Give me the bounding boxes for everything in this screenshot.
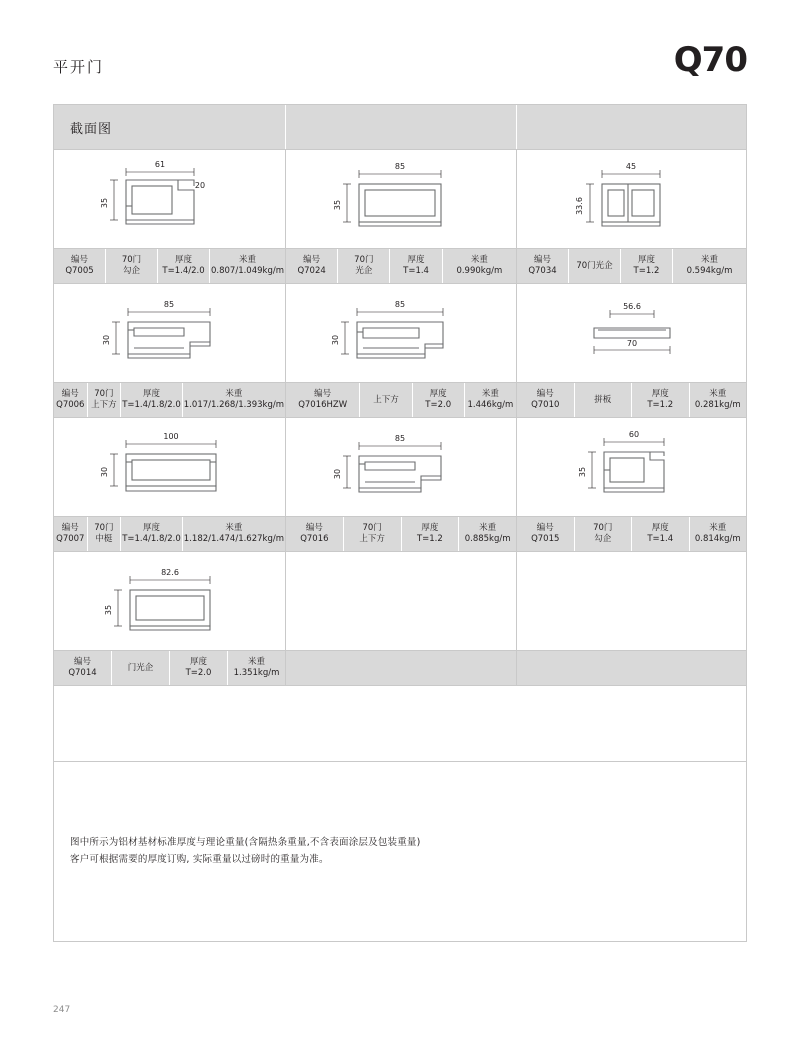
spec-thickness: 厚度 T=1.4 bbox=[632, 517, 690, 551]
spec-code: 编号 Q7007 bbox=[54, 517, 88, 551]
spec-code: 编号 Q7034 bbox=[517, 249, 569, 283]
svg-text:85: 85 bbox=[394, 300, 406, 309]
spec-weight: 米重 0.807/1.049kg/m bbox=[211, 255, 284, 276]
spec-thickness: 厚度 T=1.2 bbox=[632, 383, 690, 417]
spec-code: 编号 Q7016 bbox=[286, 517, 344, 551]
page-title: 平开门 bbox=[53, 58, 105, 76]
note-text bbox=[70, 834, 421, 868]
svg-text:85: 85 bbox=[394, 162, 406, 171]
section-title-cell-3 bbox=[517, 105, 746, 149]
note-line-2: 客户可根据需要的厚度订购, 实际重量以过磅时的重量为准。 bbox=[70, 854, 329, 866]
svg-text:85: 85 bbox=[163, 300, 174, 309]
svg-text:20: 20 bbox=[194, 181, 205, 190]
table-header-band bbox=[54, 105, 746, 150]
spec-weight: 米重 0.814kg/m bbox=[694, 523, 741, 544]
svg-text:33.6: 33.6 bbox=[574, 197, 584, 215]
spec-weight: 米重 0.594kg/m bbox=[686, 255, 733, 276]
page-number: 247 bbox=[53, 1005, 71, 1015]
page-header bbox=[0, 40, 800, 90]
spec-weight: 米重 1.351kg/m bbox=[233, 657, 280, 678]
spec-row-4 bbox=[54, 650, 746, 686]
drawing-cell-q7016hzw bbox=[286, 284, 517, 382]
drawing-row-2 bbox=[54, 284, 746, 382]
spec-code: 编号 Q7015 bbox=[517, 517, 575, 551]
note-line-1: 图中所示为铝材基材标准厚度与理论重量(含隔热条重量,不含表面涂层及包装重量) bbox=[70, 837, 421, 848]
svg-text:35: 35 bbox=[333, 199, 342, 211]
spec-group-empty-2 bbox=[517, 651, 746, 685]
drawing-cell-q7007 bbox=[54, 418, 286, 516]
spec-group-q7016 bbox=[286, 517, 517, 551]
spec-group-q7016hzw bbox=[286, 383, 517, 417]
note-block bbox=[54, 761, 746, 941]
spec-code: 编号 Q7006 bbox=[54, 383, 88, 417]
svg-text:30: 30 bbox=[333, 468, 342, 480]
svg-text:35: 35 bbox=[103, 604, 113, 616]
svg-text:30: 30 bbox=[101, 334, 111, 346]
spec-name: 拼板 bbox=[575, 383, 633, 417]
spec-group-q7015 bbox=[517, 517, 746, 551]
spec-group-q7007 bbox=[54, 517, 286, 551]
section-title-cell bbox=[54, 105, 286, 149]
svg-text:70: 70 bbox=[626, 339, 637, 348]
spec-name: 上下方 bbox=[360, 383, 412, 417]
svg-text:85: 85 bbox=[394, 434, 406, 443]
drawing-cell-q7005 bbox=[54, 150, 286, 248]
spec-weight: 米重 0.990kg/m bbox=[456, 255, 503, 276]
spec-group-q7014 bbox=[54, 651, 286, 685]
drawing-cell-q7034 bbox=[517, 150, 746, 248]
spec-thickness: 厚度 T=2.0 bbox=[413, 383, 465, 417]
svg-text:45: 45 bbox=[625, 162, 636, 171]
svg-text:35: 35 bbox=[99, 197, 109, 209]
spec-thickness: 厚度 T=1.2 bbox=[621, 249, 673, 283]
spec-name: 70门 勾企 bbox=[575, 517, 633, 551]
spec-group-q7034 bbox=[517, 249, 746, 283]
drawing-cell-empty-1 bbox=[286, 552, 517, 650]
drawing-cell-q7010 bbox=[517, 284, 746, 382]
spec-name: 70门 上下方 bbox=[344, 517, 402, 551]
spec-weight: 米重 0.281kg/m bbox=[694, 389, 741, 410]
spec-weight: 米重 1.182/1.474/1.627kg/m bbox=[183, 523, 284, 544]
drawing-cell-empty-2 bbox=[517, 552, 746, 650]
spec-weight: 米重 1.446kg/m bbox=[467, 389, 514, 410]
drawing-row-4 bbox=[54, 552, 746, 650]
svg-text:35: 35 bbox=[577, 466, 587, 478]
spec-weight: 米重 1.017/1.268/1.393kg/m bbox=[183, 389, 284, 410]
svg-text:100: 100 bbox=[162, 432, 179, 441]
drawing-cell-q7006 bbox=[54, 284, 286, 382]
spec-group-q7005 bbox=[54, 249, 286, 283]
spec-code: 编号 Q7024 bbox=[286, 249, 338, 283]
svg-text:60: 60 bbox=[628, 430, 639, 439]
profile-table bbox=[53, 104, 747, 942]
spec-group-q7024 bbox=[286, 249, 517, 283]
spec-row-2 bbox=[54, 382, 746, 418]
spec-group-empty-1 bbox=[286, 651, 517, 685]
svg-text:56.6: 56.6 bbox=[622, 302, 641, 311]
spec-name: 70门 中梃 bbox=[88, 517, 122, 551]
svg-text:30: 30 bbox=[99, 466, 109, 478]
svg-text:30: 30 bbox=[331, 334, 340, 346]
drawing-cell-q7024 bbox=[286, 150, 517, 248]
drawing-cell-q7015 bbox=[517, 418, 746, 516]
spec-weight: 米重 0.885kg/m bbox=[464, 523, 511, 544]
section-title: 截面图 bbox=[70, 121, 113, 137]
spec-code: 编号 Q7010 bbox=[517, 383, 575, 417]
drawing-cell-q7016 bbox=[286, 418, 517, 516]
svg-text:82.6: 82.6 bbox=[160, 568, 179, 577]
svg-text:61: 61 bbox=[154, 160, 165, 169]
section-title-cell-2 bbox=[286, 105, 517, 149]
spec-thickness: 厚度 T=2.0 bbox=[170, 651, 228, 685]
spec-name: 70门 上下方 bbox=[88, 383, 122, 417]
spec-code: 编号 Q7016HZW bbox=[286, 383, 360, 417]
series-code: Q70 bbox=[673, 40, 747, 80]
spec-thickness: 厚度 T=1.2 bbox=[402, 517, 460, 551]
spec-thickness: 厚度 T=1.4/1.8/2.0 bbox=[121, 383, 183, 417]
drawing-row-1 bbox=[54, 150, 746, 248]
spec-code: 编号 Q7014 bbox=[54, 651, 112, 685]
spec-row-3 bbox=[54, 516, 746, 552]
spec-name: 70门 光企 bbox=[338, 249, 390, 283]
drawing-cell-q7014 bbox=[54, 552, 286, 650]
spec-name: 70门 勾企 bbox=[106, 249, 158, 283]
spec-row-1 bbox=[54, 248, 746, 284]
spec-thickness: 厚度 T=1.4 bbox=[390, 249, 442, 283]
spec-name: 门光企 bbox=[112, 651, 170, 685]
drawing-row-3 bbox=[54, 418, 746, 516]
spec-group-q7006 bbox=[54, 383, 286, 417]
spec-name: 70门光企 bbox=[569, 249, 621, 283]
spec-thickness: 厚度 T=1.4/1.8/2.0 bbox=[121, 517, 183, 551]
spec-group-q7010 bbox=[517, 383, 746, 417]
spec-thickness: 厚度 T=1.4/2.0 bbox=[158, 249, 210, 283]
spec-code: 编号 Q7005 bbox=[54, 249, 106, 283]
